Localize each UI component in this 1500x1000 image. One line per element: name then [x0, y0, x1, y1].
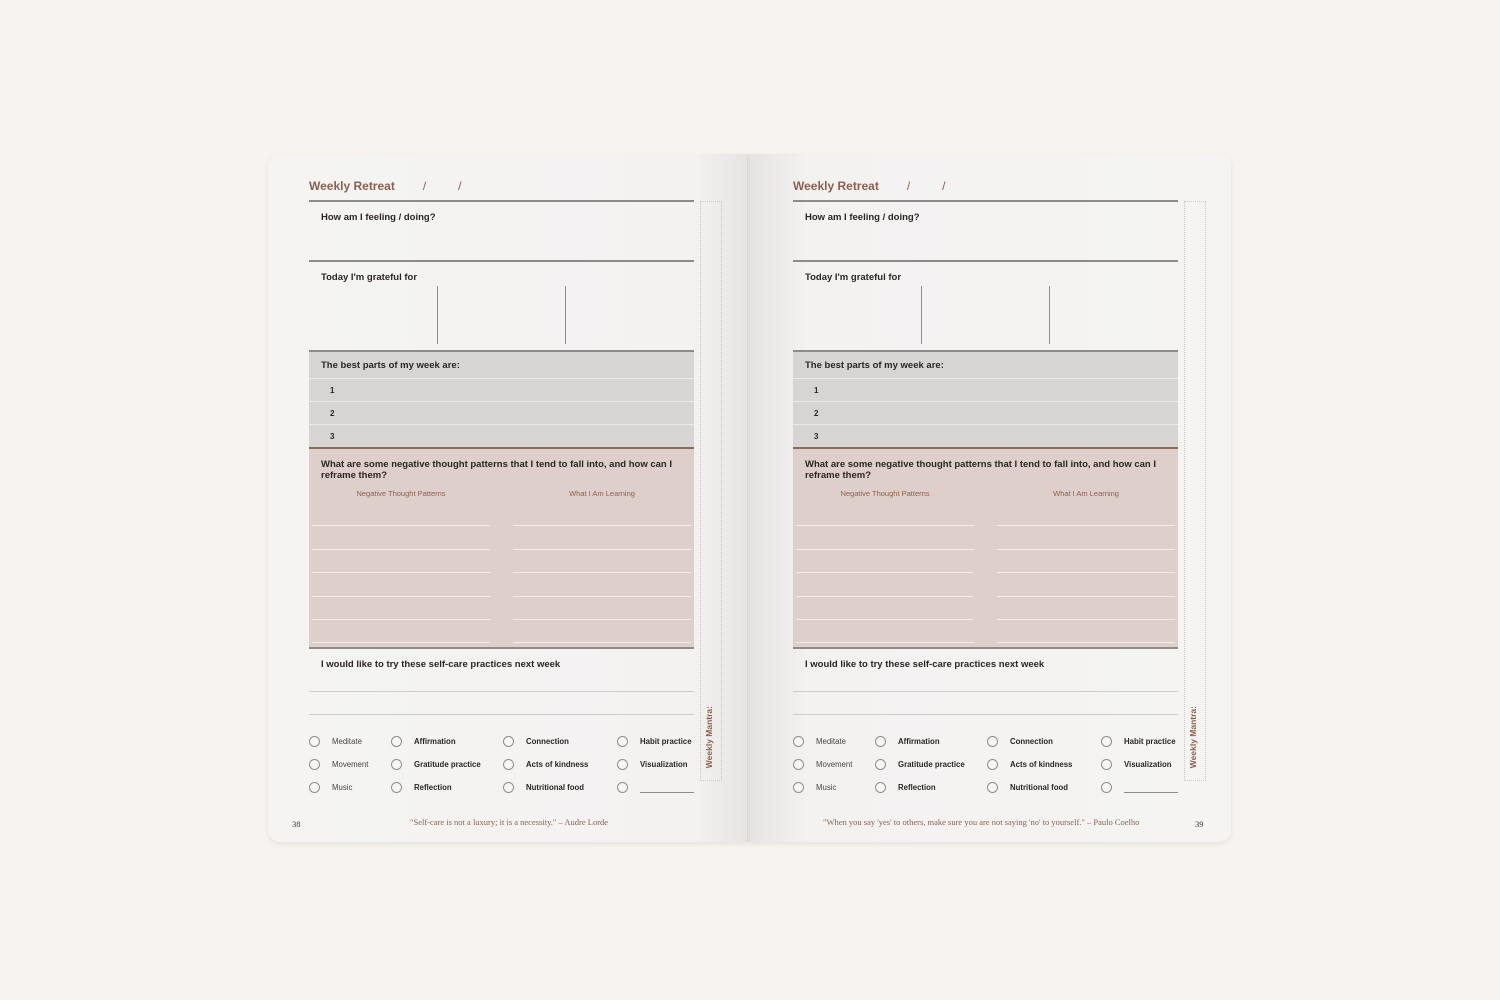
grateful-section[interactable]	[309, 262, 694, 350]
negative-thoughts-prompt: What are some negative thought patterns that I tend to fall into, and how can I reframe them?	[805, 459, 1156, 481]
radio-circle-icon[interactable]	[309, 782, 320, 793]
radio-circle-icon[interactable]	[793, 759, 804, 770]
date-slash: /	[422, 179, 427, 193]
practice-label: Music	[332, 783, 353, 792]
practice-label: Connection	[1010, 737, 1053, 746]
writing-line[interactable]	[312, 550, 490, 573]
weekly-mantra-box[interactable]	[700, 201, 722, 781]
learning-column	[997, 489, 1175, 643]
writing-line[interactable]	[312, 620, 490, 643]
custom-practice-line[interactable]	[1124, 783, 1178, 793]
practice-option[interactable]	[875, 735, 987, 748]
practice-option[interactable]	[391, 781, 503, 794]
writing-line[interactable]	[997, 503, 1175, 526]
practice-option[interactable]	[617, 758, 694, 771]
negative-thoughts-section	[793, 449, 1178, 647]
radio-circle-icon[interactable]	[987, 759, 998, 770]
practice-label: Affirmation	[414, 737, 456, 746]
custom-practice-line[interactable]	[640, 783, 694, 793]
column-header: What I Am Learning	[1053, 489, 1119, 498]
practice-label: Meditate	[816, 737, 846, 746]
best-part-row[interactable]	[793, 401, 1178, 424]
radio-circle-icon[interactable]	[503, 759, 514, 770]
practice-option[interactable]	[793, 758, 875, 771]
negative-thoughts-table	[796, 489, 1175, 643]
column-divider	[437, 286, 438, 344]
writing-line[interactable]	[796, 550, 974, 573]
writing-line[interactable]	[312, 503, 490, 526]
negative-thoughts-prompt: What are some negative thought patterns that I tend to fall into, and how can I reframe them?	[321, 459, 672, 481]
radio-circle-icon[interactable]	[617, 736, 628, 747]
radio-circle-icon[interactable]	[1101, 782, 1112, 793]
best-part-row[interactable]	[309, 424, 694, 447]
practice-checklist	[309, 735, 694, 794]
radio-circle-icon[interactable]	[309, 736, 320, 747]
writing-line[interactable]	[796, 620, 974, 643]
page-quote: "When you say 'yes' to others, make sure you are not saying 'no' to yourself." – Paulo Coelho	[823, 817, 1140, 827]
practice-label: Gratitude practice	[898, 760, 965, 769]
radio-circle-icon[interactable]	[793, 782, 804, 793]
writing-line[interactable]	[312, 573, 490, 596]
practice-label: Movement	[332, 760, 369, 769]
practice-option[interactable]	[1101, 735, 1178, 748]
row-number: 2	[814, 408, 819, 418]
practice-option[interactable]	[503, 781, 617, 794]
best-parts-section	[309, 352, 694, 447]
writing-line	[309, 714, 694, 715]
feeling-section[interactable]	[309, 202, 694, 260]
best-parts-section	[793, 352, 1178, 447]
journal-page-left	[268, 154, 749, 842]
writing-line[interactable]	[796, 573, 974, 596]
writing-line[interactable]	[997, 550, 1175, 573]
practice-label: Acts of kindness	[1010, 760, 1073, 769]
radio-circle-icon[interactable]	[391, 759, 402, 770]
practice-label: Reflection	[414, 783, 452, 792]
practice-option[interactable]	[875, 781, 987, 794]
writing-line[interactable]	[513, 503, 691, 526]
practice-option[interactable]	[309, 758, 391, 771]
practice-option[interactable]	[793, 781, 875, 794]
page-title: Weekly Retreat	[309, 179, 395, 193]
practice-option[interactable]	[503, 735, 617, 748]
row-number: 1	[814, 385, 819, 395]
self-care-section[interactable]	[309, 649, 694, 715]
self-care-prompt: I would like to try these self-care practices next week	[805, 659, 1045, 670]
radio-circle-icon[interactable]	[875, 736, 886, 747]
practice-label: Habit practice	[1124, 737, 1176, 746]
practice-label: Movement	[816, 760, 853, 769]
radio-circle-icon[interactable]	[309, 759, 320, 770]
date-slash: /	[906, 179, 911, 193]
practice-option[interactable]	[391, 735, 503, 748]
feeling-prompt: How am I feeling / doing?	[321, 212, 436, 223]
column-header: Negative Thought Patterns	[840, 489, 930, 498]
practice-label: Nutritional food	[526, 783, 585, 792]
radio-circle-icon[interactable]	[793, 736, 804, 747]
practice-label: Reflection	[898, 783, 936, 792]
practice-checklist	[793, 735, 1178, 794]
negative-patterns-column	[312, 489, 490, 643]
page-number: 39	[1195, 819, 1204, 829]
writing-line[interactable]	[513, 597, 691, 620]
page-number: 38	[292, 819, 301, 829]
radio-circle-icon[interactable]	[391, 782, 402, 793]
radio-circle-icon[interactable]	[503, 782, 514, 793]
weekly-mantra-box[interactable]	[1184, 201, 1206, 781]
best-parts-prompt: The best parts of my week are:	[805, 360, 944, 371]
best-part-row[interactable]	[793, 424, 1178, 447]
radio-circle-icon[interactable]	[875, 759, 886, 770]
page-header	[309, 172, 694, 200]
learning-column	[513, 489, 691, 643]
grateful-section[interactable]	[793, 262, 1178, 350]
column-divider	[921, 286, 922, 344]
practice-option[interactable]	[1101, 758, 1178, 771]
page-content	[793, 172, 1178, 794]
practice-option[interactable]	[617, 781, 694, 794]
feeling-section[interactable]	[793, 202, 1178, 260]
page-quote: "Self-care is not a luxury; it is a necessity." – Audre Lorde	[410, 817, 609, 827]
best-part-row[interactable]	[309, 378, 694, 401]
writing-line	[309, 691, 694, 692]
practice-label: Connection	[526, 737, 569, 746]
practice-option[interactable]	[793, 735, 875, 748]
practice-option[interactable]	[987, 735, 1101, 748]
writing-line[interactable]	[513, 550, 691, 573]
weekly-mantra-label: Weekly Mantra:	[1188, 705, 1198, 768]
writing-line	[793, 714, 1178, 715]
feeling-prompt: How am I feeling / doing?	[805, 212, 920, 223]
radio-circle-icon[interactable]	[987, 736, 998, 747]
radio-circle-icon[interactable]	[617, 759, 628, 770]
practice-option[interactable]	[987, 758, 1101, 771]
practice-option[interactable]	[875, 758, 987, 771]
practice-label: Nutritional food	[1010, 783, 1069, 792]
practice-label: Music	[816, 783, 837, 792]
journal-page-right	[750, 154, 1231, 842]
page-content	[309, 172, 694, 794]
writing-line[interactable]	[312, 526, 490, 549]
date-slash: /	[458, 179, 462, 193]
writing-line[interactable]	[513, 526, 691, 549]
best-part-row[interactable]	[793, 378, 1178, 401]
self-care-prompt: I would like to try these self-care practices next week	[321, 659, 561, 670]
writing-line[interactable]	[997, 526, 1175, 549]
best-parts-prompt: The best parts of my week are:	[321, 360, 460, 371]
negative-thoughts-table	[312, 489, 691, 643]
writing-line[interactable]	[997, 573, 1175, 596]
column-divider	[1049, 286, 1050, 344]
practice-option[interactable]	[309, 781, 391, 794]
writing-line[interactable]	[997, 597, 1175, 620]
grateful-prompt: Today I'm grateful for	[321, 272, 418, 283]
row-number: 2	[330, 408, 335, 418]
best-part-row[interactable]	[309, 401, 694, 424]
radio-circle-icon[interactable]	[987, 782, 998, 793]
practice-label: Acts of kindness	[526, 760, 589, 769]
practice-option[interactable]	[309, 735, 391, 748]
practice-option[interactable]	[987, 781, 1101, 794]
weekly-mantra-label: Weekly Mantra:	[704, 705, 714, 768]
negative-patterns-column	[796, 489, 974, 643]
self-care-section[interactable]	[793, 649, 1178, 715]
writing-line[interactable]	[997, 620, 1175, 643]
column-divider	[565, 286, 566, 344]
row-number: 3	[330, 431, 335, 441]
date-slash: /	[942, 179, 946, 193]
row-number: 3	[814, 431, 819, 441]
writing-line	[793, 691, 1178, 692]
practice-label: Gratitude practice	[414, 760, 481, 769]
row-number: 1	[330, 385, 335, 395]
writing-line[interactable]	[796, 526, 974, 549]
writing-line[interactable]	[796, 597, 974, 620]
column-header: Negative Thought Patterns	[356, 489, 446, 498]
writing-line[interactable]	[513, 573, 691, 596]
open-journal	[268, 154, 1232, 842]
radio-circle-icon[interactable]	[503, 736, 514, 747]
radio-circle-icon[interactable]	[1101, 759, 1112, 770]
page-title: Weekly Retreat	[793, 179, 879, 193]
practice-option[interactable]	[617, 735, 694, 748]
writing-line[interactable]	[312, 597, 490, 620]
practice-label: Visualization	[640, 760, 688, 769]
radio-circle-icon[interactable]	[617, 782, 628, 793]
grateful-prompt: Today I'm grateful for	[805, 272, 902, 283]
column-header: What I Am Learning	[569, 489, 635, 498]
practice-label: Meditate	[332, 737, 362, 746]
practice-option[interactable]	[1101, 781, 1178, 794]
negative-thoughts-section	[309, 449, 694, 647]
practice-label: Visualization	[1124, 760, 1172, 769]
practice-option[interactable]	[391, 758, 503, 771]
page-header	[793, 172, 1178, 200]
radio-circle-icon[interactable]	[875, 782, 886, 793]
writing-line[interactable]	[796, 503, 974, 526]
radio-circle-icon[interactable]	[391, 736, 402, 747]
practice-option[interactable]	[503, 758, 617, 771]
practice-label: Affirmation	[898, 737, 940, 746]
writing-line[interactable]	[513, 620, 691, 643]
radio-circle-icon[interactable]	[1101, 736, 1112, 747]
practice-label: Habit practice	[640, 737, 692, 746]
